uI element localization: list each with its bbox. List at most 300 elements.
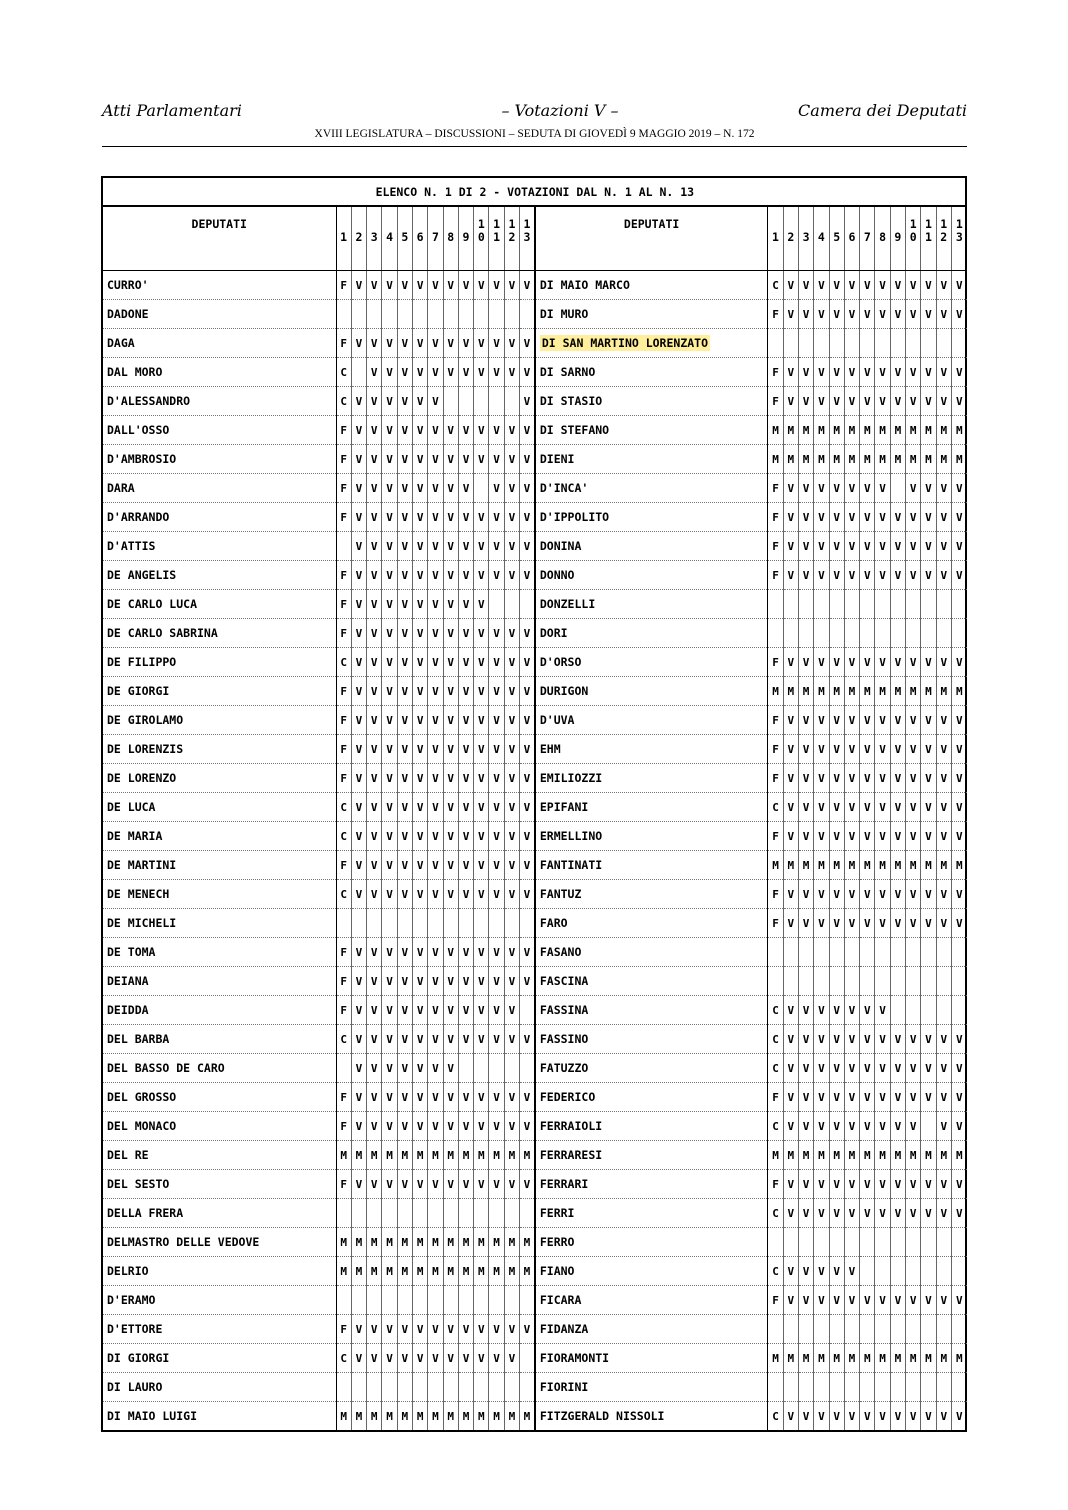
vote-cell — [458, 1286, 473, 1315]
vote-cell: F — [336, 851, 351, 880]
vote-cell: M — [474, 1257, 489, 1286]
vote-cell: V — [860, 764, 875, 793]
vote-cell — [814, 1228, 829, 1257]
vote-cell: V — [474, 735, 489, 764]
vote-cell — [367, 909, 382, 938]
vote-cell: V — [428, 677, 443, 706]
vote-cell: M — [814, 416, 829, 445]
vote-cell: V — [443, 619, 458, 648]
vote-cell: V — [428, 735, 443, 764]
vote-cell: V — [783, 561, 798, 590]
vote-cell: V — [829, 880, 844, 909]
vote-cell: M — [443, 1257, 458, 1286]
vote-cell: F — [768, 706, 783, 735]
vote-cell — [382, 909, 397, 938]
vote-cell — [412, 300, 427, 329]
vote-cell: V — [860, 1054, 875, 1083]
vote-cell: V — [936, 300, 951, 329]
vote-cell: V — [890, 1054, 905, 1083]
vote-cell: V — [520, 764, 535, 793]
vote-cell: C — [336, 1344, 351, 1373]
vote-cell — [504, 1373, 519, 1402]
vote-cell — [428, 1199, 443, 1228]
vote-cell: V — [906, 358, 921, 387]
vote-cell: V — [906, 1083, 921, 1112]
vote-cell: V — [783, 1199, 798, 1228]
vote-cell: M — [397, 1402, 412, 1431]
vote-cell: V — [367, 764, 382, 793]
vote-cell: M — [890, 677, 905, 706]
vote-cell — [336, 1373, 351, 1402]
vote-cell: M — [860, 851, 875, 880]
vote-cell: M — [351, 1257, 366, 1286]
vote-cell: V — [397, 416, 412, 445]
vote-cell: V — [814, 532, 829, 561]
vote-cell: V — [936, 503, 951, 532]
vote-cell: V — [906, 1199, 921, 1228]
vote-cell: V — [798, 1025, 813, 1054]
vote-cell: V — [814, 1257, 829, 1286]
deputy-name: FIORINI — [535, 1373, 768, 1402]
vote-cell: V — [860, 358, 875, 387]
deputy-name: DELMASTRO DELLE VEDOVE — [103, 1228, 336, 1257]
vote-cell — [489, 1199, 504, 1228]
vote-cell: V — [890, 503, 905, 532]
vote-cell — [936, 996, 951, 1025]
vote-cell: V — [351, 445, 366, 474]
vote-cell — [844, 967, 859, 996]
vote-cell — [890, 590, 905, 619]
vote-cell: V — [504, 764, 519, 793]
vote-cell: M — [798, 445, 813, 474]
vote-cell — [814, 619, 829, 648]
vote-cell: V — [428, 590, 443, 619]
vote-cell: V — [814, 1199, 829, 1228]
vote-cell — [351, 909, 366, 938]
vote-cell — [351, 1286, 366, 1315]
vote-cell: V — [412, 1344, 427, 1373]
vote-cell: M — [458, 1257, 473, 1286]
vote-cell: V — [382, 706, 397, 735]
vote-cell: V — [798, 474, 813, 503]
vote-cell — [936, 1315, 951, 1344]
vote-cell: V — [860, 706, 875, 735]
table-row — [103, 271, 967, 300]
vote-cell: F — [336, 1112, 351, 1141]
vote-cell: C — [768, 1054, 783, 1083]
vote-cell: V — [474, 880, 489, 909]
vote-cell: V — [397, 532, 412, 561]
vote-cell: V — [906, 735, 921, 764]
vote-cell: V — [458, 996, 473, 1025]
vote-cell: V — [458, 1083, 473, 1112]
deputy-name: DE MARTINI — [103, 851, 336, 880]
vote-cell: M — [428, 1257, 443, 1286]
vote-cell: V — [443, 1054, 458, 1083]
vote-cell: V — [783, 300, 798, 329]
vote-cell: V — [382, 938, 397, 967]
vote-cell: V — [890, 909, 905, 938]
vote-cell: V — [504, 706, 519, 735]
vote-cell: V — [951, 387, 966, 416]
vote-cell: V — [921, 706, 936, 735]
vote-cell — [798, 938, 813, 967]
vote-cell: V — [504, 967, 519, 996]
vote-cell: V — [504, 851, 519, 880]
vote-cell: F — [336, 706, 351, 735]
header-left: Atti Parlamentari — [102, 101, 242, 120]
vote-cell: F — [336, 764, 351, 793]
vote-number-header: 1 3 — [520, 206, 535, 271]
vote-cell — [951, 938, 966, 967]
vote-cell: V — [412, 590, 427, 619]
vote-cell: V — [367, 445, 382, 474]
vote-cell: V — [783, 1112, 798, 1141]
vote-cell: V — [504, 822, 519, 851]
vote-cell: F — [768, 474, 783, 503]
vote-number-header: 1 — [768, 206, 783, 271]
vote-cell: V — [428, 474, 443, 503]
vote-cell — [520, 1344, 535, 1373]
vote-cell: V — [520, 619, 535, 648]
vote-cell: M — [890, 445, 905, 474]
vote-cell: V — [351, 503, 366, 532]
vote-cell: V — [412, 1025, 427, 1054]
vote-cell: M — [412, 1402, 427, 1431]
vote-cell: V — [936, 880, 951, 909]
vote-cell: V — [814, 648, 829, 677]
vote-cell: V — [397, 445, 412, 474]
vote-cell: V — [367, 967, 382, 996]
vote-cell: V — [443, 880, 458, 909]
vote-cell: V — [875, 358, 890, 387]
table-row — [103, 851, 967, 880]
vote-cell: V — [397, 590, 412, 619]
vote-cell — [906, 938, 921, 967]
vote-cell: V — [412, 1170, 427, 1199]
vote-cell: V — [814, 503, 829, 532]
vote-cell — [336, 1199, 351, 1228]
vote-cell: F — [768, 532, 783, 561]
vote-cell: M — [458, 1228, 473, 1257]
deputy-name: FATUZZO — [535, 1054, 768, 1083]
vote-cell: M — [367, 1402, 382, 1431]
vote-cell: V — [829, 706, 844, 735]
vote-cell: V — [520, 271, 535, 300]
vote-cell: M — [783, 1344, 798, 1373]
vote-cell: V — [474, 271, 489, 300]
vote-cell — [875, 329, 890, 358]
vote-cell: V — [489, 648, 504, 677]
vote-cell: V — [458, 938, 473, 967]
vote-cell: V — [397, 561, 412, 590]
vote-cell — [798, 967, 813, 996]
vote-cell: V — [844, 1025, 859, 1054]
vote-cell: V — [474, 648, 489, 677]
vote-cell: V — [382, 1344, 397, 1373]
vote-cell: V — [520, 793, 535, 822]
votes-table — [103, 178, 967, 1430]
table-row — [103, 1344, 967, 1373]
vote-cell — [829, 1315, 844, 1344]
vote-cell: M — [936, 445, 951, 474]
vote-cell: V — [489, 445, 504, 474]
vote-cell: V — [489, 880, 504, 909]
vote-cell: V — [428, 1025, 443, 1054]
deputy-name: FANTUZ — [535, 880, 768, 909]
vote-cell: M — [382, 1141, 397, 1170]
vote-cell — [458, 300, 473, 329]
vote-cell — [906, 967, 921, 996]
vote-cell: V — [906, 909, 921, 938]
vote-cell: M — [936, 416, 951, 445]
vote-number-header: 2 — [351, 206, 366, 271]
vote-cell: V — [520, 967, 535, 996]
vote-cell: M — [875, 1344, 890, 1373]
vote-cell: V — [489, 735, 504, 764]
vote-cell: V — [443, 1315, 458, 1344]
vote-cell: V — [443, 996, 458, 1025]
deputy-name: D'ORSO — [535, 648, 768, 677]
vote-cell: V — [936, 532, 951, 561]
vote-cell: V — [397, 735, 412, 764]
vote-cell — [921, 1257, 936, 1286]
vote-cell — [829, 619, 844, 648]
vote-cell: V — [489, 1344, 504, 1373]
vote-cell: V — [520, 1315, 535, 1344]
deputy-name: FITZGERALD NISSOLI — [535, 1402, 768, 1431]
vote-cell: V — [443, 735, 458, 764]
vote-cell: V — [397, 1344, 412, 1373]
vote-cell: V — [443, 532, 458, 561]
vote-cell — [428, 300, 443, 329]
vote-cell: V — [504, 1315, 519, 1344]
deputy-name: DONINA — [535, 532, 768, 561]
vote-cell: V — [382, 1054, 397, 1083]
vote-cell — [783, 1315, 798, 1344]
vote-cell: V — [367, 590, 382, 619]
vote-cell: V — [367, 416, 382, 445]
deputy-name: DADONE — [103, 300, 336, 329]
vote-cell — [890, 1315, 905, 1344]
vote-cell: M — [367, 1257, 382, 1286]
vote-cell: V — [860, 880, 875, 909]
vote-cell: V — [875, 706, 890, 735]
vote-cell — [951, 1257, 966, 1286]
vote-cell: F — [336, 329, 351, 358]
vote-cell: V — [351, 1025, 366, 1054]
deputy-name: DE MICHELI — [103, 909, 336, 938]
vote-cell: V — [936, 1025, 951, 1054]
vote-cell: M — [921, 851, 936, 880]
vote-cell: V — [936, 706, 951, 735]
vote-cell — [412, 1199, 427, 1228]
vote-cell: M — [397, 1257, 412, 1286]
vote-cell: V — [382, 793, 397, 822]
vote-cell: V — [397, 329, 412, 358]
vote-cell — [336, 1054, 351, 1083]
vote-cell — [768, 1315, 783, 1344]
vote-cell: V — [520, 677, 535, 706]
vote-cell: F — [336, 1170, 351, 1199]
vote-cell: M — [844, 851, 859, 880]
vote-cell: F — [768, 1083, 783, 1112]
vote-cell — [474, 1199, 489, 1228]
vote-cell: V — [783, 1083, 798, 1112]
vote-cell: M — [906, 851, 921, 880]
vote-cell: F — [768, 648, 783, 677]
vote-cell: V — [890, 1112, 905, 1141]
vote-cell: V — [351, 1054, 366, 1083]
vote-cell: M — [504, 1228, 519, 1257]
vote-cell — [504, 909, 519, 938]
vote-cell: V — [474, 1315, 489, 1344]
vote-cell: M — [397, 1141, 412, 1170]
vote-cell: V — [489, 619, 504, 648]
deputy-name: DONNO — [535, 561, 768, 590]
vote-cell: V — [428, 1315, 443, 1344]
vote-cell — [936, 938, 951, 967]
vote-cell: M — [397, 1228, 412, 1257]
vote-cell: V — [428, 996, 443, 1025]
vote-cell: V — [367, 851, 382, 880]
vote-cell — [443, 1373, 458, 1402]
deputy-name: DORI — [535, 619, 768, 648]
vote-cell — [875, 1315, 890, 1344]
vote-cell: V — [397, 1083, 412, 1112]
vote-cell: V — [829, 387, 844, 416]
vote-cell — [936, 590, 951, 619]
deputy-name: D'UVA — [535, 706, 768, 735]
vote-cell: M — [936, 1141, 951, 1170]
vote-cell: V — [921, 880, 936, 909]
vote-cell: V — [860, 1199, 875, 1228]
vote-cell: V — [504, 416, 519, 445]
vote-cell: M — [936, 851, 951, 880]
vote-cell: M — [783, 677, 798, 706]
vote-cell: V — [875, 1054, 890, 1083]
vote-cell: M — [382, 1228, 397, 1257]
vote-cell: V — [351, 1344, 366, 1373]
vote-cell: V — [367, 1344, 382, 1373]
deputy-name: DALL'OSSO — [103, 416, 336, 445]
vote-cell: V — [875, 1402, 890, 1431]
vote-cell: M — [504, 1257, 519, 1286]
vote-cell: V — [351, 619, 366, 648]
vote-cell: V — [951, 1286, 966, 1315]
vote-cell — [489, 1286, 504, 1315]
vote-cell: M — [520, 1402, 535, 1431]
table-row — [103, 648, 967, 677]
vote-cell — [397, 1286, 412, 1315]
deputy-name: DI GIORGI — [103, 1344, 336, 1373]
vote-cell — [875, 619, 890, 648]
vote-cell: V — [814, 474, 829, 503]
vote-cell: V — [798, 1257, 813, 1286]
vote-cell: V — [351, 967, 366, 996]
vote-cell: V — [844, 1083, 859, 1112]
vote-cell: V — [814, 764, 829, 793]
vote-cell: M — [336, 1228, 351, 1257]
vote-cell — [936, 1257, 951, 1286]
vote-cell: V — [814, 358, 829, 387]
vote-cell: V — [951, 271, 966, 300]
vote-cell: V — [458, 561, 473, 590]
vote-cell: V — [829, 1199, 844, 1228]
vote-cell — [890, 619, 905, 648]
deputy-name: DE CARLO LUCA — [103, 590, 336, 619]
vote-number-header: 9 — [458, 206, 473, 271]
vote-cell: V — [875, 387, 890, 416]
vote-cell: M — [951, 416, 966, 445]
vote-cell — [814, 938, 829, 967]
vote-cell — [520, 300, 535, 329]
vote-cell: V — [798, 822, 813, 851]
vote-cell: V — [936, 909, 951, 938]
table-row — [103, 1112, 967, 1141]
vote-cell: V — [458, 793, 473, 822]
vote-cell: V — [844, 648, 859, 677]
vote-cell: V — [474, 619, 489, 648]
vote-cell: V — [351, 329, 366, 358]
vote-cell: C — [768, 1025, 783, 1054]
vote-cell — [397, 909, 412, 938]
deputy-name: FIORAMONTI — [535, 1344, 768, 1373]
vote-cell: V — [936, 1286, 951, 1315]
deputati-header: DEPUTATI — [103, 206, 336, 271]
vote-cell: C — [336, 358, 351, 387]
vote-cell: V — [489, 1170, 504, 1199]
vote-cell: V — [382, 387, 397, 416]
vote-cell: V — [443, 1344, 458, 1373]
vote-cell — [936, 619, 951, 648]
vote-cell: M — [798, 851, 813, 880]
vote-cell: V — [844, 1257, 859, 1286]
vote-cell: M — [814, 851, 829, 880]
vote-cell — [860, 1373, 875, 1402]
vote-cell: V — [351, 706, 366, 735]
vote-cell: V — [489, 793, 504, 822]
vote-cell: F — [768, 909, 783, 938]
deputy-name: DI STASIO — [535, 387, 768, 416]
vote-cell: F — [336, 416, 351, 445]
vote-cell: V — [458, 271, 473, 300]
vote-cell: V — [798, 1199, 813, 1228]
vote-cell: V — [397, 880, 412, 909]
vote-cell: V — [814, 561, 829, 590]
vote-cell — [520, 1286, 535, 1315]
vote-cell: V — [428, 358, 443, 387]
vote-cell: V — [906, 271, 921, 300]
vote-cell: M — [936, 1344, 951, 1373]
vote-cell — [367, 1286, 382, 1315]
vote-cell: M — [906, 1141, 921, 1170]
vote-cell — [860, 1257, 875, 1286]
deputy-name: DONZELLI — [535, 590, 768, 619]
vote-cell — [768, 329, 783, 358]
vote-cell: V — [814, 1025, 829, 1054]
vote-cell: V — [428, 706, 443, 735]
vote-cell: V — [428, 648, 443, 677]
vote-cell — [875, 1257, 890, 1286]
vote-cell: V — [474, 1170, 489, 1199]
vote-cell: V — [844, 387, 859, 416]
vote-cell: M — [951, 445, 966, 474]
vote-cell — [412, 1373, 427, 1402]
vote-cell: V — [520, 938, 535, 967]
vote-cell: V — [829, 793, 844, 822]
vote-cell: F — [768, 300, 783, 329]
